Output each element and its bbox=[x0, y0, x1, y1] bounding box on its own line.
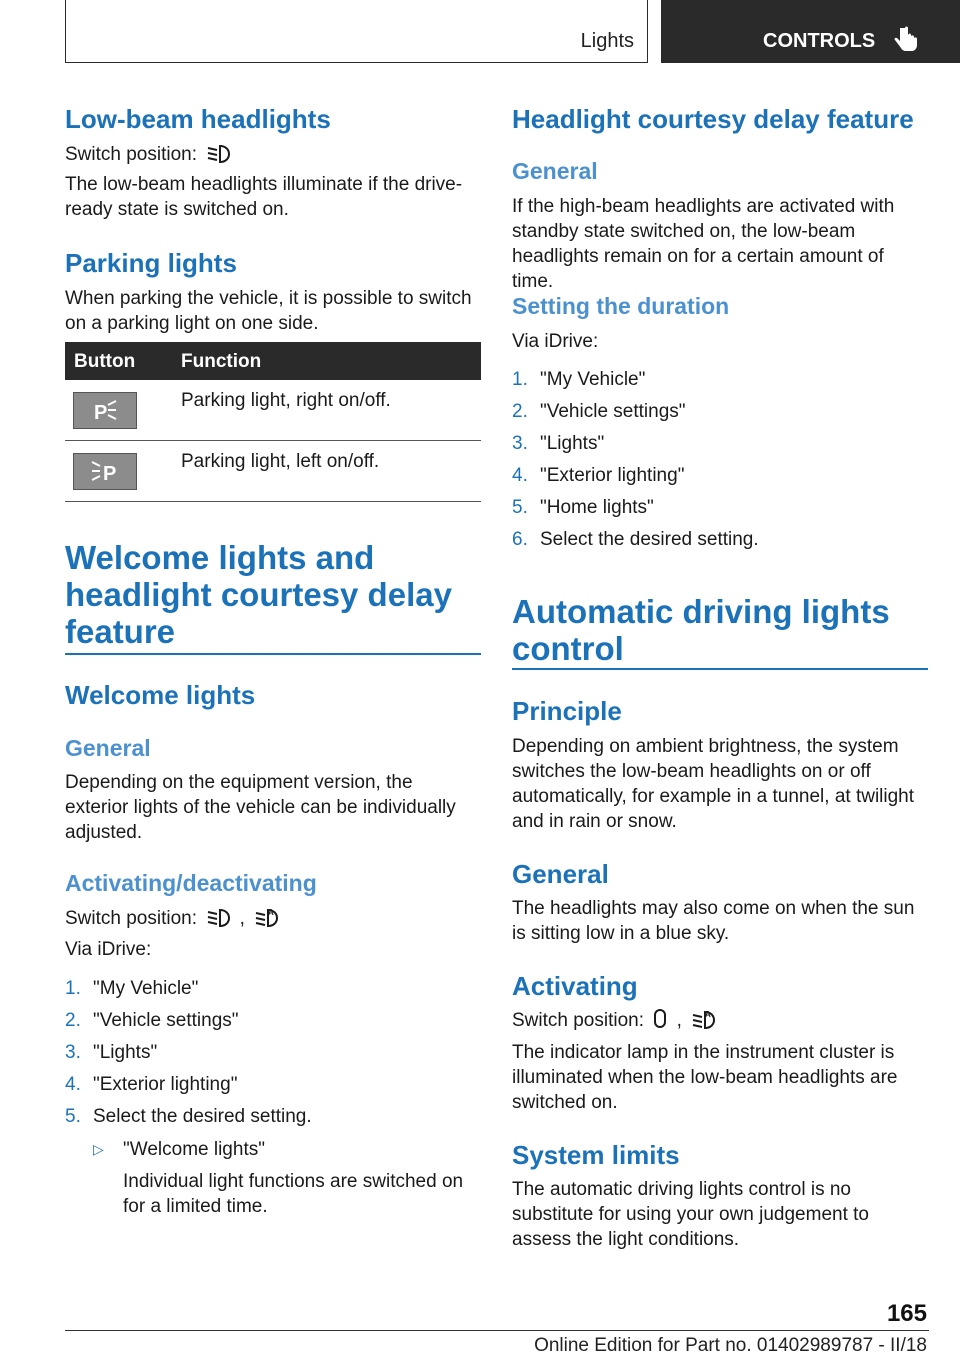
welcome-switch-label: Switch position: bbox=[65, 908, 198, 929]
limits-text: The automatic driving lights control is no substitute for using your own judgement to assess the light conditions. bbox=[512, 1179, 869, 1250]
activating-heading: Activating/deactivating bbox=[65, 870, 317, 896]
hand-pointer-icon bbox=[893, 26, 919, 54]
section-rule bbox=[65, 653, 481, 655]
list-number: 2. bbox=[65, 1010, 81, 1031]
lowbeam-text: The low-beam headlights illuminate if the drive-ready state is switched on. bbox=[65, 174, 463, 220]
svg-text:P: P bbox=[94, 402, 108, 424]
row-function-text: Parking light, right on/off. bbox=[181, 390, 391, 411]
low-beam-icon bbox=[205, 908, 231, 928]
welcome-switch-line bbox=[65, 906, 481, 931]
list-number: 3. bbox=[512, 433, 528, 454]
list-number: 1. bbox=[512, 369, 528, 390]
low-beam-icon bbox=[205, 144, 231, 164]
list-text: "Vehicle settings" bbox=[540, 401, 686, 422]
list-number: 2. bbox=[512, 401, 528, 422]
header-section-title: Lights bbox=[580, 30, 634, 52]
auto-title-line: control bbox=[512, 630, 624, 667]
list-text: "Vehicle settings" bbox=[93, 1010, 239, 1031]
header-chapter-tab bbox=[661, 0, 960, 63]
list-text: "Home lights" bbox=[540, 497, 654, 518]
auto-general-text: The headlights may also come on when the sun is sitting low in a blue sky. bbox=[512, 898, 915, 944]
footer-edition: Online Edition for Part no. 01402989787 - II/18 bbox=[534, 1335, 927, 1356]
table-header bbox=[65, 342, 481, 380]
lowbeam-heading: Low-beam headlights bbox=[65, 104, 331, 134]
duration-heading: Setting the duration bbox=[512, 293, 730, 319]
col-function-header: Function bbox=[181, 351, 262, 372]
courtesy-general-heading: General bbox=[512, 158, 598, 184]
lowbeam-switch-line bbox=[65, 142, 481, 167]
welcome-general-heading: General bbox=[65, 735, 151, 761]
list-number: 3. bbox=[65, 1042, 81, 1063]
header-section-box bbox=[65, 0, 648, 63]
parking-text: When parking the vehicle, it is possible to switch on a parking light on one side. bbox=[65, 288, 472, 334]
welcome-title-line: Welcome lights and bbox=[65, 539, 375, 576]
auto-title-line: Automatic driving lights bbox=[512, 593, 890, 630]
list-text: "Lights" bbox=[93, 1042, 158, 1063]
list-text: "Exterior lighting" bbox=[540, 465, 685, 486]
welcome-subheading: Welcome lights bbox=[65, 680, 256, 710]
auto-switch-label: Switch position: bbox=[512, 1010, 645, 1031]
comma-separator: , bbox=[239, 908, 245, 929]
courtesy-general-text: If the high-beam headlights are activated with standby state switched on, the low-beam headlights remain on for a certain amount of time. bbox=[512, 196, 895, 292]
auto-lights-icon bbox=[690, 1008, 716, 1030]
welcome-via: Via iDrive: bbox=[65, 939, 152, 960]
welcome-general-text: Depending on the equipment version, the exterior lights of the vehicle can be individually adjusted. bbox=[65, 772, 456, 843]
limits-heading: System limits bbox=[512, 1140, 680, 1170]
auto-off-position-icon bbox=[652, 1008, 668, 1030]
list-number: 5. bbox=[512, 497, 528, 518]
list-number: 1. bbox=[65, 978, 81, 999]
section-rule bbox=[512, 668, 928, 670]
bullet-desc-line: for a limited time. bbox=[123, 1196, 268, 1217]
list-text: Select the desired setting. bbox=[540, 529, 759, 550]
welcome-title-line: headlight courtesy delay bbox=[65, 576, 452, 613]
welcome-title bbox=[65, 539, 452, 650]
page-number: 165 bbox=[886, 1300, 927, 1327]
list-text: "My Vehicle" bbox=[540, 369, 646, 390]
auto-switch-line bbox=[512, 1008, 928, 1033]
courtesy-heading: Headlight courtesy delay feature bbox=[512, 104, 914, 134]
auto-activating-text: The indicator lamp in the instrument cluster is illuminated when the low-beam headlights are switched on. bbox=[512, 1042, 898, 1113]
comma-separator: , bbox=[676, 1010, 682, 1031]
col-button-header: Button bbox=[74, 351, 136, 372]
bullet-desc-line: Individual light functions are switched on bbox=[123, 1171, 464, 1192]
principle-heading: Principle bbox=[512, 696, 622, 726]
svg-text:P: P bbox=[103, 463, 117, 485]
triangle-bullet-icon: ▷ bbox=[93, 1141, 104, 1157]
list-number: 5. bbox=[65, 1106, 81, 1127]
table-row bbox=[65, 441, 481, 502]
list-text: "My Vehicle" bbox=[93, 978, 199, 999]
lowbeam-switch-label: Switch position: bbox=[65, 144, 198, 165]
svg-text:A: A bbox=[705, 1010, 711, 1019]
auto-lights-icon bbox=[253, 906, 279, 928]
list-number: 4. bbox=[512, 465, 528, 486]
parking-table bbox=[65, 342, 481, 502]
auto-general-heading: General bbox=[512, 859, 609, 889]
auto-title bbox=[512, 593, 890, 667]
parking-heading: Parking lights bbox=[65, 248, 237, 278]
list-number: 4. bbox=[65, 1074, 81, 1095]
auto-activating-heading: Activating bbox=[512, 971, 638, 1001]
bullet-title: "Welcome lights" bbox=[123, 1139, 265, 1160]
duration-via: Via iDrive: bbox=[512, 331, 599, 352]
footer-rule bbox=[65, 1330, 929, 1331]
svg-text:A: A bbox=[268, 908, 274, 917]
welcome-title-line: feature bbox=[65, 613, 176, 650]
row-function-text: Parking light, left on/off. bbox=[181, 451, 380, 472]
list-number: 6. bbox=[512, 529, 528, 550]
table-row bbox=[65, 380, 481, 441]
parking-light-right-icon bbox=[73, 392, 137, 429]
header-chapter-title: CONTROLS bbox=[763, 30, 876, 52]
list-text: "Lights" bbox=[540, 433, 605, 454]
principle-text: Depending on ambient brightness, the system switches the low-beam headlights on or off automatically, for example in a tunnel, at twilight and in rain or snow. bbox=[512, 736, 915, 832]
list-text: Select the desired setting. bbox=[93, 1106, 312, 1127]
list-text: "Exterior lighting" bbox=[93, 1074, 238, 1095]
parking-light-left-icon bbox=[73, 453, 137, 490]
